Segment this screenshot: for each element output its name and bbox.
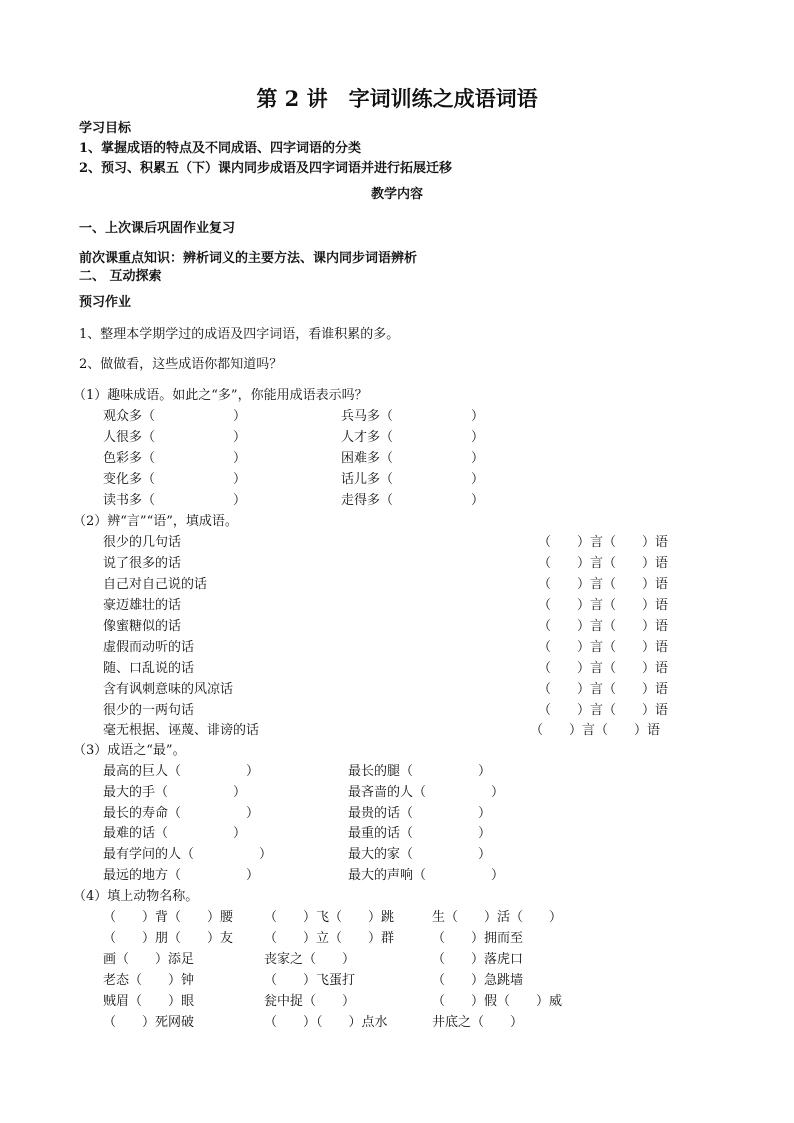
q3-heading: （3）成语之“最”。 (73, 743, 186, 758)
q2-item: 很少的几句话 (103, 535, 182, 550)
q3-item: 最重的话（ ） (348, 826, 492, 841)
q4-item: 贼眉（ ）眼 (103, 994, 195, 1009)
q4-item: （ ）飞（ ）跳 (264, 910, 395, 925)
q4-heading: （4）填上动物名称。 (73, 889, 199, 904)
q4-item: 井底之（ ） (432, 1015, 524, 1030)
q2-blank: （ ）言（ ）语 (538, 535, 669, 550)
q2-blank: （ ）言（ ）语 (538, 661, 669, 676)
q2-heading: （2）辨“言”“语”，填成语。 (73, 514, 238, 529)
q4-item: （ ）（ ）点水 (264, 1015, 388, 1030)
q4-item: 瓮中捉（ ） (264, 994, 356, 1009)
preview-heading: 预习作业 (79, 295, 132, 310)
q2-blank: （ ）言（ ）语 (538, 640, 669, 655)
section1-heading: 一、上次课后巩固作业复习 (79, 221, 236, 236)
q3-item: 最有学问的人（ ） (103, 847, 273, 862)
q3-item: 最难的话（ ） (103, 826, 247, 841)
q3-item: 最长的寿命（ ） (103, 806, 260, 821)
q3-item: 最吝啬的人（ ） (348, 785, 505, 800)
q2-blank: （ ）言（ ）语 (538, 577, 669, 592)
q2-blank: （ ）言（ ）语 (530, 723, 661, 738)
q4-item: （ ）朋（ ）友 (103, 931, 234, 946)
q1-item: 人很多（ ） (103, 430, 247, 445)
q1-item: 色彩多（ ） (103, 451, 247, 466)
q2-item: 随、口乱说的话 (103, 661, 195, 676)
task-2: 2、做做看，这些成语你都知道吗？ (79, 357, 283, 372)
q2-item: 很少的一两句话 (103, 703, 195, 718)
q2-item: 毫无根据、诬蔑、诽谤的话 (103, 723, 260, 738)
q4-item: （ ）死网破 (103, 1015, 195, 1030)
q1-item: 人才多（ ） (341, 430, 485, 445)
q4-item: 生（ ）活（ ） (432, 910, 563, 925)
q1-item: 困难多（ ） (341, 451, 485, 466)
q2-blank: （ ）言（ ）语 (538, 682, 669, 697)
q2-item: 虚假而动听的话 (103, 640, 195, 655)
q2-blank: （ ）言（ ）语 (538, 556, 669, 571)
content-heading: 教学内容 (370, 187, 423, 202)
task-1: 1、整理本学期学过的成语及四字词语，看谁积累的多。 (79, 327, 400, 342)
review-text: 前次课重点知识：辨析词义的主要方法、课内同步词语辨析 (79, 251, 418, 266)
q4-item: （ ）拥而至 (432, 931, 524, 946)
q1-item: 兵马多（ ） (341, 409, 485, 424)
q3-item: 最大的手（ ） (103, 785, 247, 800)
q1-item: 走得多（ ） (341, 493, 485, 508)
q3-item: 最大的家（ ） (348, 847, 492, 862)
q1-item: 话儿多（ ） (341, 472, 485, 487)
q4-item: 丧家之（ ） (264, 952, 356, 967)
q4-item: （ ）背（ ）腰 (103, 910, 234, 925)
q2-item: 含有讽刺意味的风凉话 (103, 682, 234, 697)
q2-blank: （ ）言（ ）语 (538, 703, 669, 718)
q1-item: 观众多（ ） (103, 409, 247, 424)
q2-item: 像蜜糖似的话 (103, 619, 182, 634)
page-title: 第 2 讲 字词训练之成语词语 (256, 86, 538, 111)
q2-item: 豪迈雄壮的话 (103, 598, 182, 613)
q4-item: （ ）落虎口 (432, 952, 524, 967)
q4-item: 画（ ）添足 (103, 952, 195, 967)
objective-item: 1、掌握成语的特点及不同成语、四字词语的分类 (79, 141, 362, 156)
objective-item: 2、预习、积累五（下）课内同步成语及四字词语并进行拓展迁移 (79, 161, 453, 176)
q4-item: （ ）急跳墙 (432, 973, 524, 988)
q1-item: 变化多（ ） (103, 472, 247, 487)
q4-item: （ ）飞蛋打 (264, 973, 356, 988)
objectives-heading: 学习目标 (79, 121, 132, 136)
q3-item: 最高的巨人（ ） (103, 764, 260, 779)
q4-item: （ ）假（ ）威 (432, 994, 563, 1009)
q3-item: 最大的声响（ ） (348, 868, 505, 883)
q2-item: 说了很多的话 (103, 556, 182, 571)
q2-blank: （ ）言（ ）语 (538, 598, 669, 613)
q2-blank: （ ）言（ ）语 (538, 619, 669, 634)
q4-item: 老态（ ）钟 (103, 973, 195, 988)
section2-heading: 二、 互动探索 (79, 269, 162, 284)
q2-item: 自己对自己说的话 (103, 577, 208, 592)
q4-item: （ ）立（ ）群 (264, 931, 395, 946)
q3-item: 最长的腿（ ） (348, 764, 492, 779)
q3-item: 最贵的话（ ） (348, 806, 492, 821)
q3-item: 最远的地方（ ） (103, 868, 260, 883)
q1-item: 读书多（ ） (103, 493, 247, 508)
q1-heading: （1）趣味成语。如此之“多”，你能用成语表示吗？ (73, 388, 368, 403)
